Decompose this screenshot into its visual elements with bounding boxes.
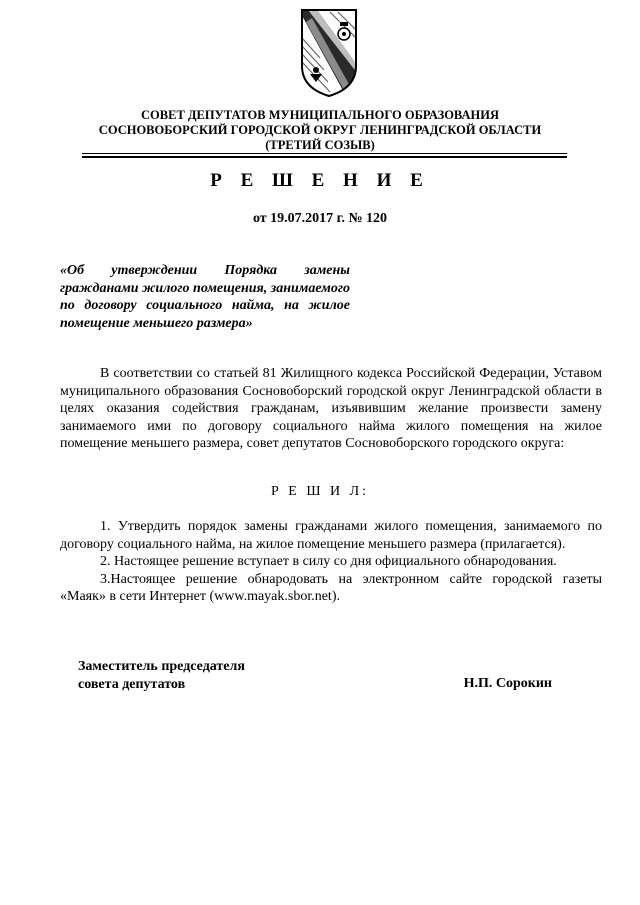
decision-subject: «Об утверждении Порядка замены гражданами жилого помещения, занимаемого по договору социального найма, на жилое помещение меньшего размера» (60, 263, 351, 331)
signer-position (78, 658, 245, 694)
signer-position-line-2: совета депутатов (78, 677, 186, 692)
signer-name: Н.П. Сорокин (463, 676, 552, 691)
header-line-1: СОВЕТ ДЕПУТАТОВ МУНИЦИПАЛЬНОГО ОБРАЗОВАНИЯ (141, 108, 499, 122)
decision-date-number: от 19.07.2017 г. № 120 (252, 211, 388, 226)
council-header (60, 108, 580, 153)
signer-position-line-1: Заместитель председателя (78, 659, 245, 674)
header-divider-thin (82, 153, 567, 154)
decision-item: 2. Настоящее решение вступает в силу со дня официального обнародования. (100, 554, 557, 569)
decided-heading: Р Е Ш И Л: (271, 484, 369, 499)
document-type-title: Р Е Ш Е Н И Е (210, 170, 430, 191)
decision-items (60, 518, 602, 606)
header-divider-thick (82, 156, 567, 158)
decision-item: 1. Утвердить порядок замены гражданами жилого помещения, занимаемого по договору социального найма, на жилое помещение меньшего размера (прилагается). (60, 519, 602, 552)
preamble-paragraph: В соответствии со статьей 81 Жилищного кодекса Российской Федерации, Уставом муниципального образования Сосновоборский городской округ Ленинградской области в целях оказания содействия гражданам, изъявившим желание произвести замену занимаемого ими по договору социального найма жилого помещения на жилое помещение меньшего размера, совет депутатов Сосновоборского городского округа: (60, 366, 602, 451)
header-line-3: (ТРЕТИЙ СОЗЫВ) (265, 138, 375, 152)
header-line-2: СОСНОВОБОРСКИЙ ГОРОДСКОЙ ОКРУГ ЛЕНИНГРАДСКОЙ ОБЛАСТИ (98, 123, 542, 137)
decision-item: 3.Настоящее решение обнародовать на электронном сайте городской газеты «Маяк» в сети Интернет (www.mayak.sbor.net). (60, 571, 602, 604)
coat-of-arms-icon (300, 8, 358, 98)
